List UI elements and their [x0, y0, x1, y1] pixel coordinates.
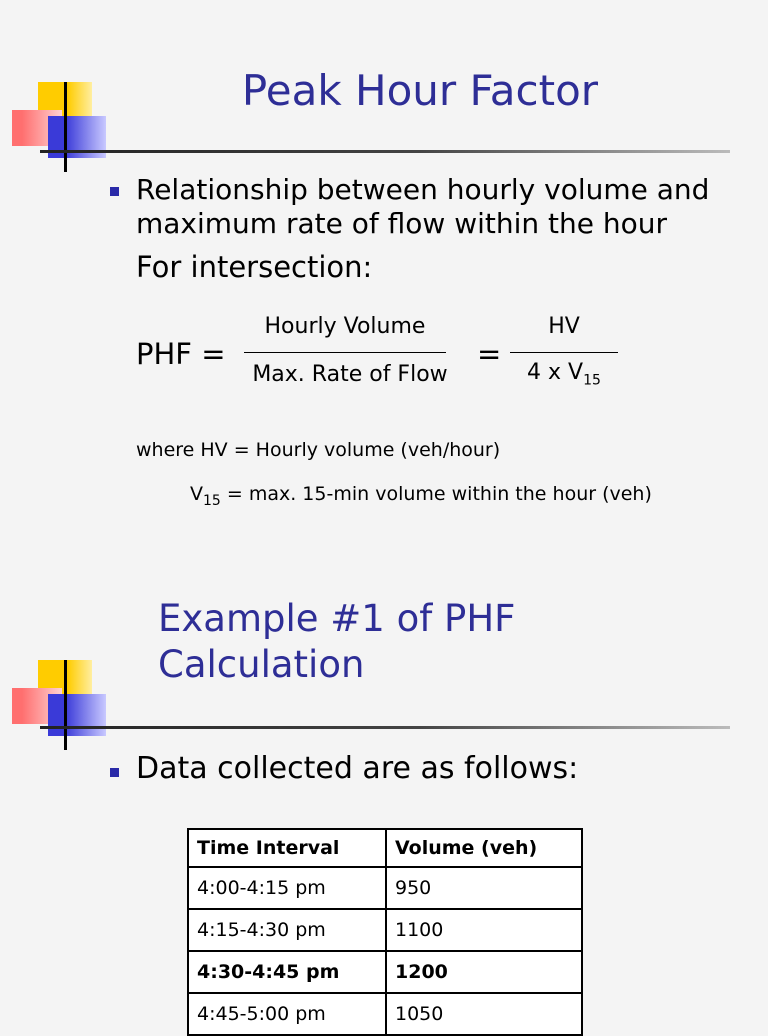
slide-title-line2: Calculation	[158, 643, 365, 686]
cell-time-interval: 4:45-5:00 pm	[188, 993, 386, 1035]
bullet-marker	[110, 768, 119, 777]
cell-time-interval: 4:00-4:15 pm	[188, 867, 386, 909]
cell-volume: 1100	[386, 909, 582, 951]
formula-equals: =	[477, 337, 502, 371]
fraction1-numerator: Hourly Volume	[264, 314, 426, 339]
cell-time-interval: 4:15-4:30 pm	[188, 909, 386, 951]
table-row	[188, 993, 582, 1035]
slide-phf-example	[0, 580, 768, 1024]
table-row	[188, 909, 582, 951]
header-time-interval: Time Interval	[188, 829, 386, 867]
formula-lhs: PHF =	[136, 337, 226, 371]
slide-logo-squares	[12, 660, 112, 750]
cell-time-interval: 4:30-4:45 pm	[188, 951, 386, 993]
bullet-marker	[110, 187, 119, 196]
header-volume: Volume (veh)	[386, 829, 582, 867]
table-row	[188, 867, 582, 909]
subheading: For intersection:	[136, 250, 373, 284]
table-header-row	[188, 829, 582, 867]
fraction2-numerator: HV	[548, 314, 580, 339]
slide-title-line1: Example #1 of PHF	[158, 597, 516, 640]
fraction1-bar	[244, 352, 446, 353]
fraction2-denominator: 4 x $V_{15}$	[527, 360, 601, 389]
table-row-peak	[188, 951, 582, 993]
where-definition: where HV = Hourly volume (veh/hour)	[136, 439, 501, 461]
title-divider	[40, 726, 730, 729]
cell-volume: 1050	[386, 993, 582, 1035]
bullet-text: Data collected are as follows:	[136, 751, 579, 786]
title-divider	[40, 150, 730, 153]
v15-definition: $V_{15} = \max$. 15-min volume within the hour (veh)	[190, 483, 652, 509]
bullet-text: Relationship between hourly volume and maximum rate of flow within the hour	[136, 173, 710, 240]
cell-volume: 950	[386, 867, 582, 909]
fraction1-denominator: Max. Rate of Flow	[252, 362, 448, 387]
slide-title: Peak Hour Factor	[241, 66, 599, 115]
cell-volume: 1200	[386, 951, 582, 993]
traffic-volume-table	[187, 828, 583, 1036]
fraction2-bar	[510, 352, 618, 353]
